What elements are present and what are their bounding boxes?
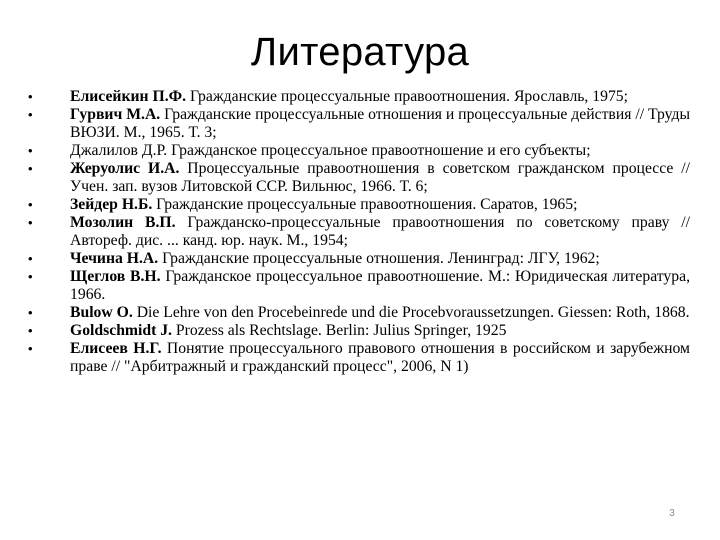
reference-text: Процессуальные правоотношения в советском гражданском процессе // Учен. зап. вузов Литовской ССР. Вильнюс, 1966. Т. 6; [70,160,690,195]
reference-item [20,142,690,160]
reference-author: Зейдер Н.Б. [70,196,153,213]
reference-author: Гурвич М.А. [70,106,161,123]
reference-item [20,304,690,322]
reference-text: Гражданское процессуальное правоотношение. М.: Юридическая литература, 1966. [70,268,690,303]
reference-author: Щеглов В.Н. [70,268,161,285]
bullet-icon: • [28,251,33,266]
bullet-icon: • [28,89,33,104]
reference-text: Гражданские процессуальные правоотношения. Саратов, 1965; [152,196,578,213]
reference-author: Чечина Н.А. [70,250,159,267]
reference-item [20,160,690,196]
bullet-icon: • [28,197,33,212]
slide-title: Литература [250,30,470,74]
reference-list [20,88,690,376]
reference-text: Гражданские процессуальные отношения. Ленинград: ЛГУ, 1962; [158,250,600,267]
bullet-icon: • [28,341,33,356]
reference-text: Die Lehre von den Procebeinrede und die Procebvoraussetzungen. Giessen: Roth, 1868. [132,304,690,321]
reference-item [20,268,690,304]
reference-text: Гражданские процессуальные правоотношения. Ярославль, 1975; [186,88,628,105]
bullet-icon: • [28,215,33,230]
reference-item [20,250,690,268]
bullet-icon: • [28,269,33,284]
reference-item [20,88,690,106]
reference-item [20,106,690,142]
reference-author: Bulow O. [70,304,133,321]
bullet-icon: • [28,143,33,158]
reference-author: Елисейкин П.Ф. [70,88,187,105]
reference-text: Гражданско-процессуальные правоотношения по советскому праву // Автореф. дис. ... канд. юр. наук. М., 1954; [70,214,690,249]
page-number: 3 [669,508,675,519]
bullet-icon: • [28,161,33,176]
reference-item [20,196,690,214]
reference-text: Prozess als Rechtslage. Berlin: Julius Springer, 1925 [171,322,507,339]
bullet-icon: • [28,305,33,320]
bullet-icon: • [28,107,33,122]
reference-author: Goldschmidt J. [70,322,172,339]
reference-text: Понятие процессуального правового отношения в российском и зарубежном праве // "Арбитражный и гражданский процесс", 2006, N 1) [70,340,690,375]
reference-item [20,340,690,376]
reference-item [20,322,690,340]
reference-author: Мозолин В.П. [70,214,176,231]
reference-text: Джалилов Д.Р. Гражданское процессуальное правоотношение и его субъекты; [70,142,591,159]
reference-item [20,214,690,250]
bullet-icon: • [28,323,33,338]
reference-author: Елисеев Н.Г. [70,340,162,357]
reference-text: Гражданские процессуальные отношения и процессуальные действия // Труды ВЮЗИ. М., 1965. Т. 3; [70,106,691,141]
reference-author: Жеруолис И.А. [70,160,180,177]
